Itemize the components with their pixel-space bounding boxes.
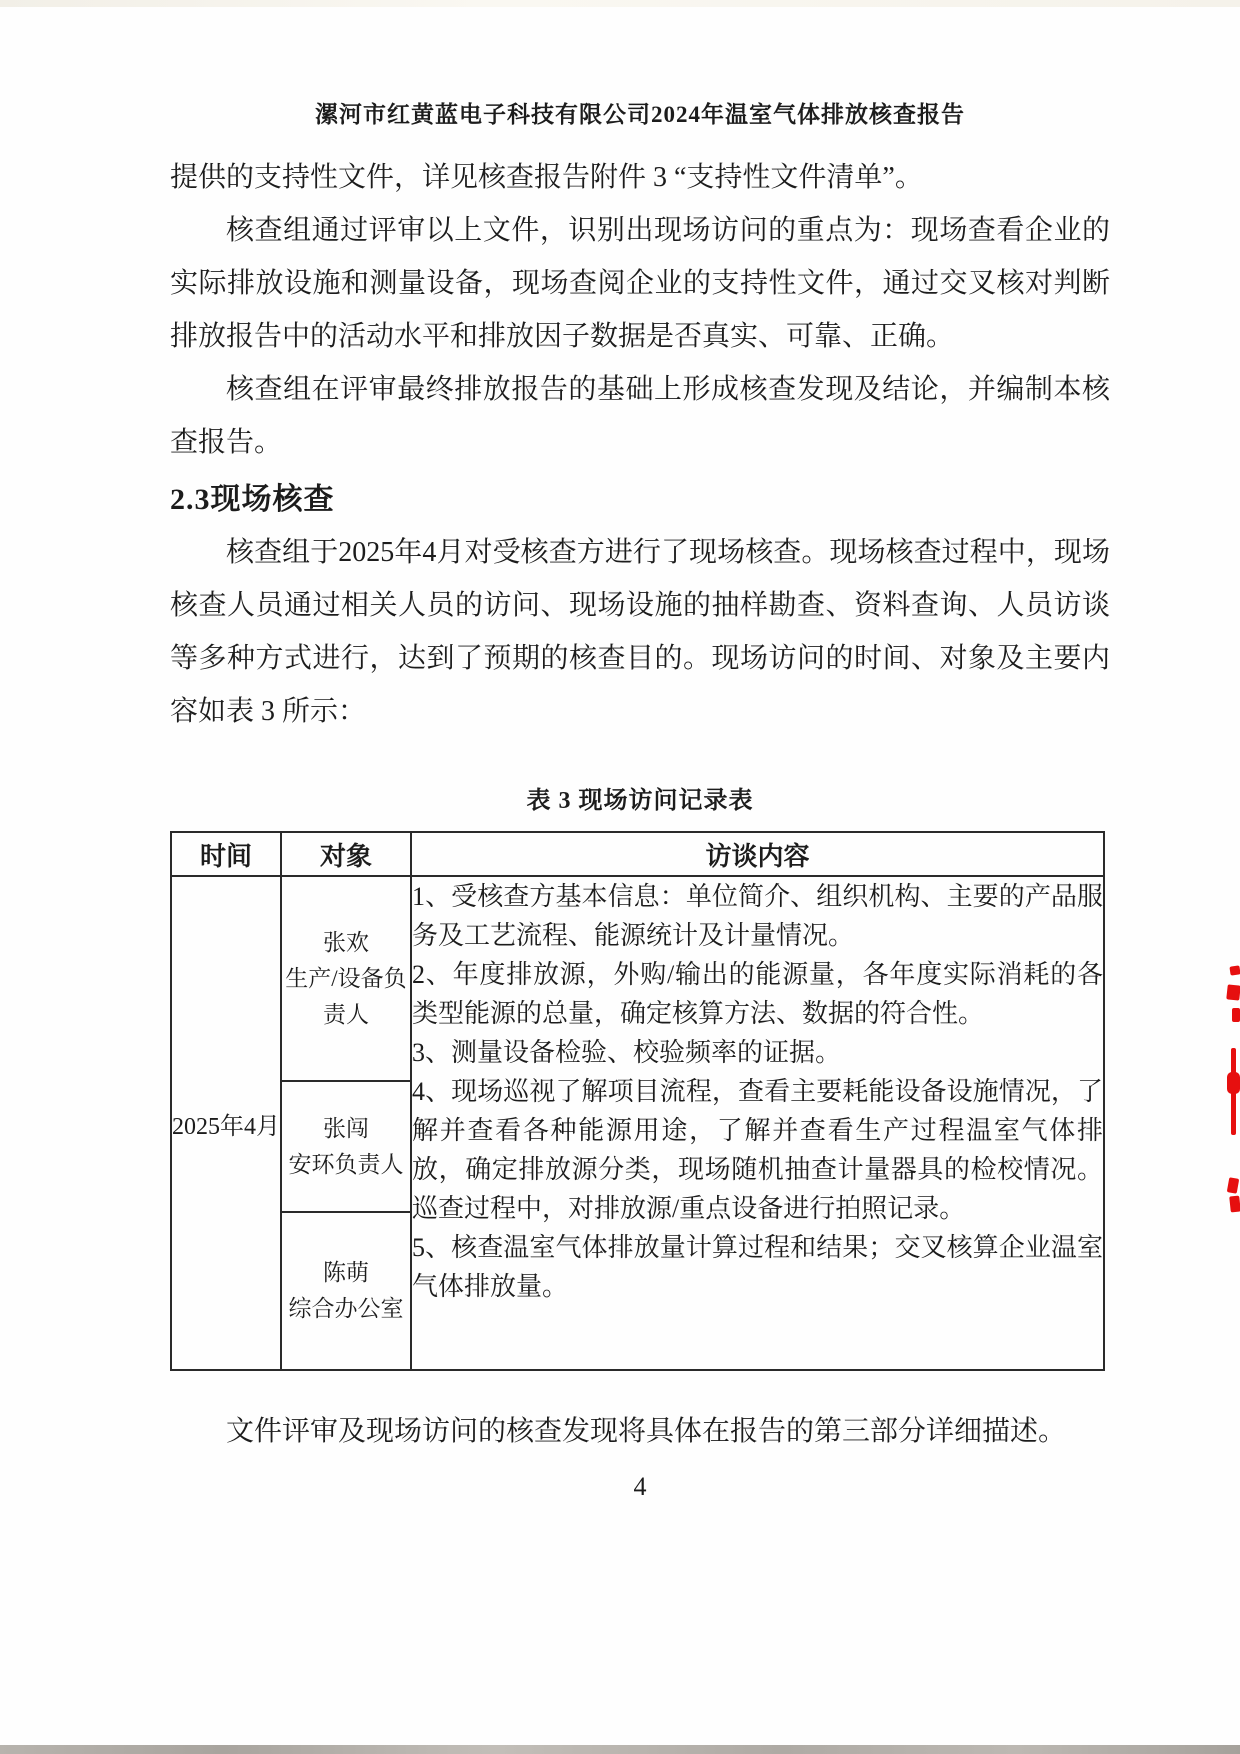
page-number: 4 bbox=[633, 1472, 647, 1501]
subject-role: 安环负责人 bbox=[288, 1151, 404, 1177]
content-item-3: 3、测量设备检验、校验频率的证据。 bbox=[412, 1038, 842, 1067]
paragraph-closing: 文件评审及现场访问的核查发现将具体在报告的第三部分详细描述。 bbox=[226, 1416, 1067, 1447]
content-item-1: 1、受核查方基本信息：单位简介、组织机构、主要的产品服务及工艺流程、能源统计及计量情况。 bbox=[412, 882, 1103, 950]
scan-top-edge bbox=[0, 0, 1240, 7]
scan-edge-strip bbox=[0, 1745, 1240, 1754]
subject-name: 张欢 bbox=[323, 929, 369, 955]
content-item-2: 2、年度排放源，外购/输出的能源量，各年度实际消耗的各类型能源的总量，确定核算方法、数据的符合性。 bbox=[412, 960, 1103, 1028]
document-header-title: 漯河市红黄蓝电子科技有限公司2024年温室气体排放核查报告 bbox=[315, 102, 965, 127]
subject-cell-3 bbox=[281, 1212, 411, 1370]
red-stamp-mark bbox=[1226, 984, 1240, 1000]
red-stamp-mark bbox=[1232, 1008, 1240, 1022]
table-row bbox=[171, 876, 1104, 1081]
red-stamp-mark bbox=[1229, 965, 1240, 975]
red-stamp-mark bbox=[1229, 1196, 1240, 1213]
col-header-content: 访谈内容 bbox=[411, 832, 1104, 876]
col-header-time: 时间 bbox=[171, 832, 281, 876]
content-item-5: 5、核查温室气体排放量计算过程和结果；交叉核算企业温室气体排放量。 bbox=[412, 1233, 1103, 1301]
col-header-subject: 对象 bbox=[281, 832, 411, 876]
paragraph-onsite-process: 核查组于2025年4月对受核查方进行了现场核查。现场核查过程中，现场核查人员通过相关人员的访问、现场设施的抽样勘查、资料查询、人员访谈等多种方式进行，达到了预期的核查目的。现场访问的时间、对象及主要内容如表 3 所示： bbox=[170, 537, 1110, 727]
paragraph-conclusion-basis: 核查组在评审最终排放报告的基础上形成核查发现及结论，并编制本核查报告。 bbox=[170, 374, 1110, 458]
subject-name: 张闯 bbox=[323, 1115, 369, 1141]
table-caption: 表 3 现场访问记录表 bbox=[526, 788, 754, 814]
subject-role: 生产/设备负责人 bbox=[285, 965, 407, 1027]
red-stamp-mark bbox=[1227, 1072, 1240, 1094]
subject-cell-1 bbox=[281, 876, 411, 1081]
interview-content-cell bbox=[411, 876, 1104, 1370]
subject-role: 综合办公室 bbox=[288, 1296, 404, 1321]
content-item-4: 4、现场巡视了解项目流程，查看主要耗能设备设施情况，了解并查看各种能源用途，了解并查看生产过程温室气体排放，确定排放源分类，现场随机抽查计量器具的检校情况。巡查过程中，对排放源/重点设备进行拍照记录。 bbox=[412, 1077, 1103, 1223]
paragraph-supporting-files: 提供的支持性文件，详见核查报告附件 3 “支持性文件清单”。 bbox=[170, 162, 923, 193]
table-header-row bbox=[171, 832, 1104, 876]
paragraph-review-focus: 核查组通过评审以上文件，识别出现场访问的重点为：现场查看企业的实际排放设施和测量设备，现场查阅企业的支持性文件，通过交叉核对判断排放报告中的活动水平和排放因子数据是否真实、可靠、正确。 bbox=[170, 215, 1110, 352]
section-heading-onsite-verification: 2.3现场核查 bbox=[170, 483, 335, 516]
subject-cell-2 bbox=[281, 1081, 411, 1212]
visit-record-table bbox=[170, 831, 1105, 1371]
red-stamp-mark bbox=[1227, 1177, 1239, 1194]
time-cell: 2025年4月 bbox=[171, 876, 281, 1370]
subject-name: 陈萌 bbox=[323, 1260, 369, 1285]
